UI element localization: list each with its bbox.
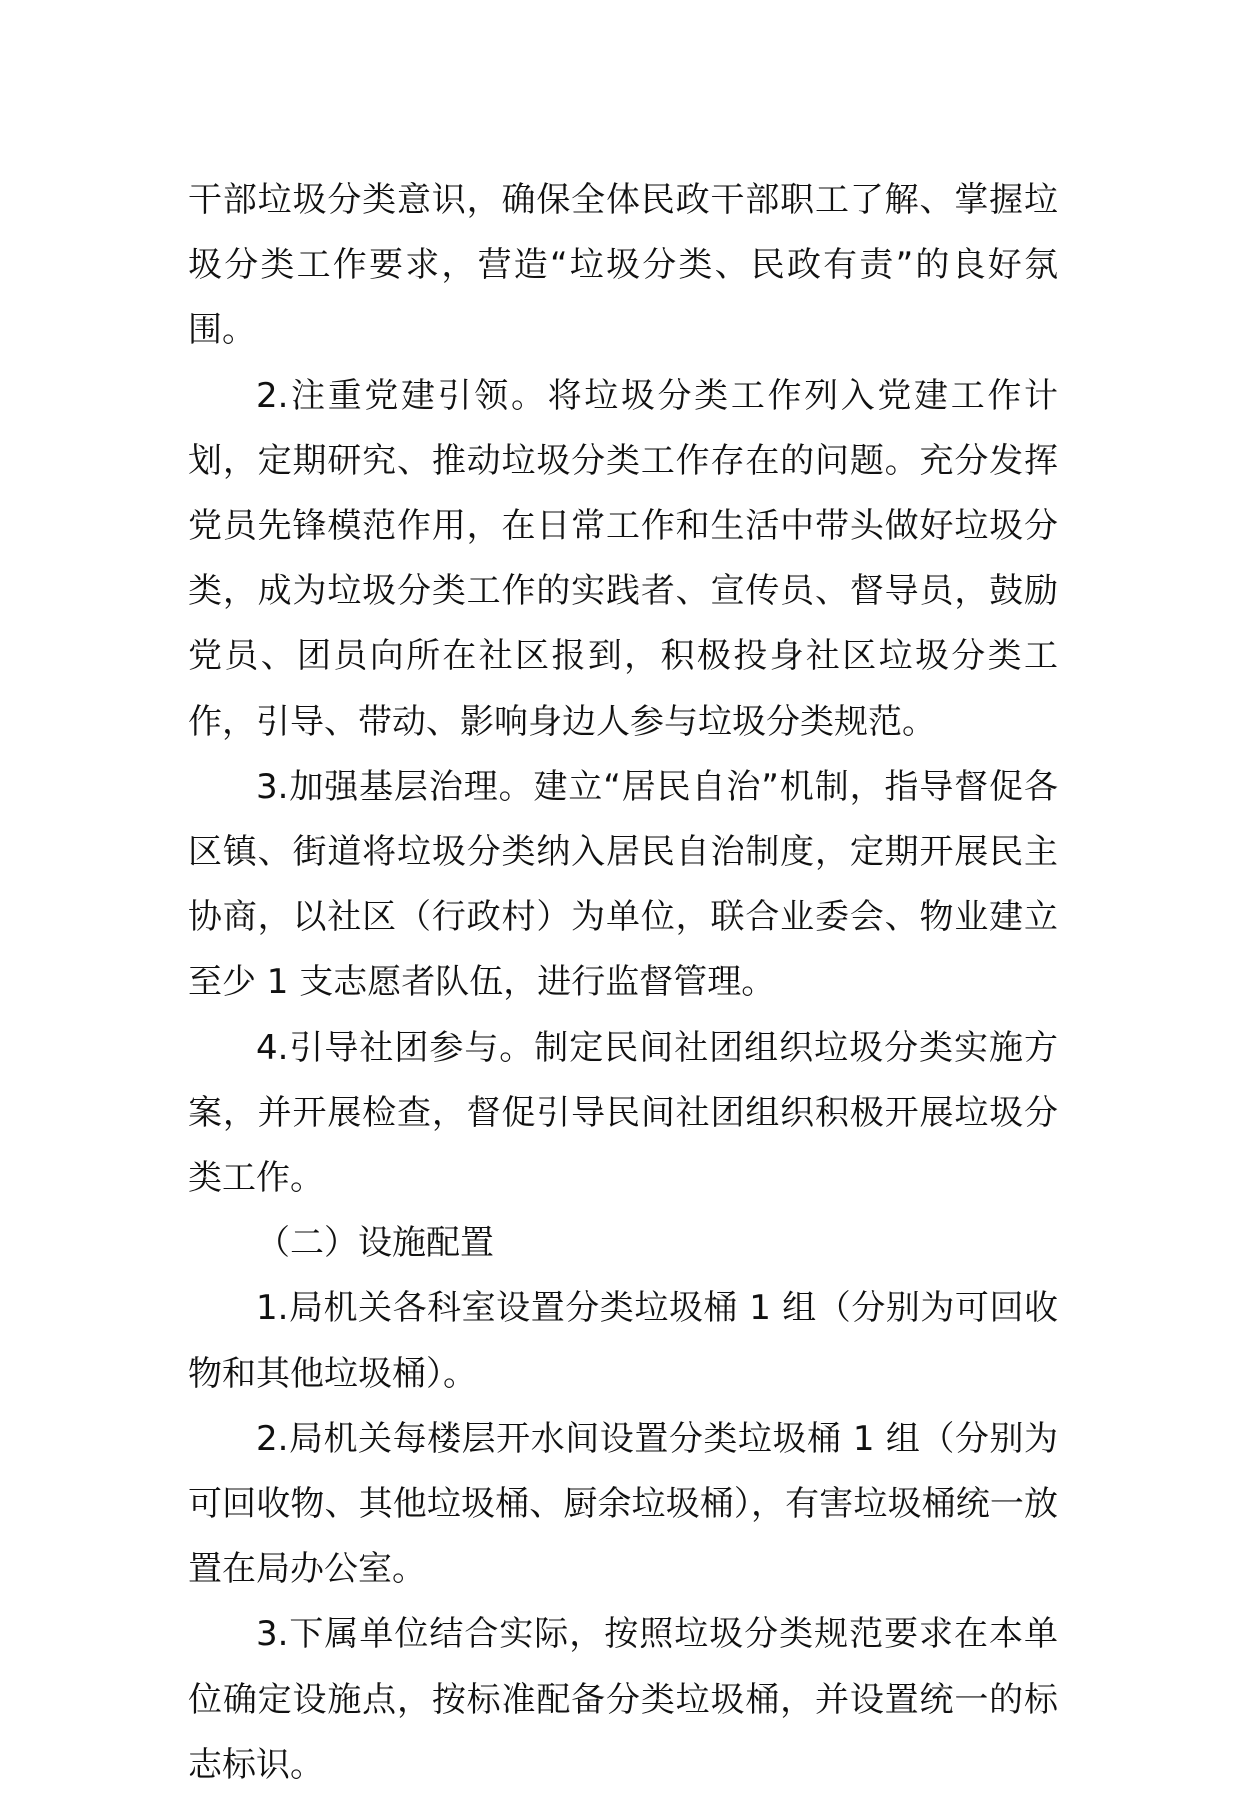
paragraph-floor-bins: 2.局机关每楼层开水间设置分类垃圾桶 1 组（分别为可回收物、其他垃圾桶、厨余垃圾桶），有害垃圾桶统一放置在局办公室。 <box>188 1418 1058 1590</box>
paragraph-party-building: 2.注重党建引领。将垃圾分类工作列入党建工作计划，定期研究、推动垃圾分类工作存在的问题。充分发挥党员先锋模范作用，在日常工作和生活中带头做好垃圾分类，成为垃圾分类工作的实践者、宣传员、督导员，鼓励党员、团员向所在社区报到，积极投身社区垃圾分类工作，引导、带动、影响身边人参与垃圾分类规范。 <box>188 375 1058 742</box>
paragraph-continuation: 干部垃圾分类意识，确保全体民政干部职工了解、掌握垃圾分类工作要求，营造“垃圾分类、民政有责”的良好氛围。 <box>188 180 1058 351</box>
document-body <box>188 168 1058 1798</box>
paragraph-subordinate-units: 3.下属单位结合实际，按照垃圾分类规范要求在本单位确定设施点，按标准配备分类垃圾桶，并设置统一的标志标识。 <box>188 1614 1058 1785</box>
section-heading-facilities: （二）设施配置 <box>256 1223 494 1264</box>
paragraph-grassroots-governance: 3.加强基层治理。建立“居民自治”机制，指导督促各区镇、街道将垃圾分类纳入居民自治制度，定期开展民主协商，以社区（行政村）为单位，联合业委会、物业建立至少 1 支志愿者队伍，进行监督管理。 <box>188 766 1058 1003</box>
paragraph-community-groups: 4.引导社团参与。制定民间社团组织垃圾分类实施方案，并开展检查，督促引导民间社团组织积极开展垃圾分类工作。 <box>188 1027 1058 1199</box>
paragraph-office-bins: 1.局机关各科室设置分类垃圾桶 1 组（分别为可回收物和其他垃圾桶）。 <box>188 1288 1058 1394</box>
